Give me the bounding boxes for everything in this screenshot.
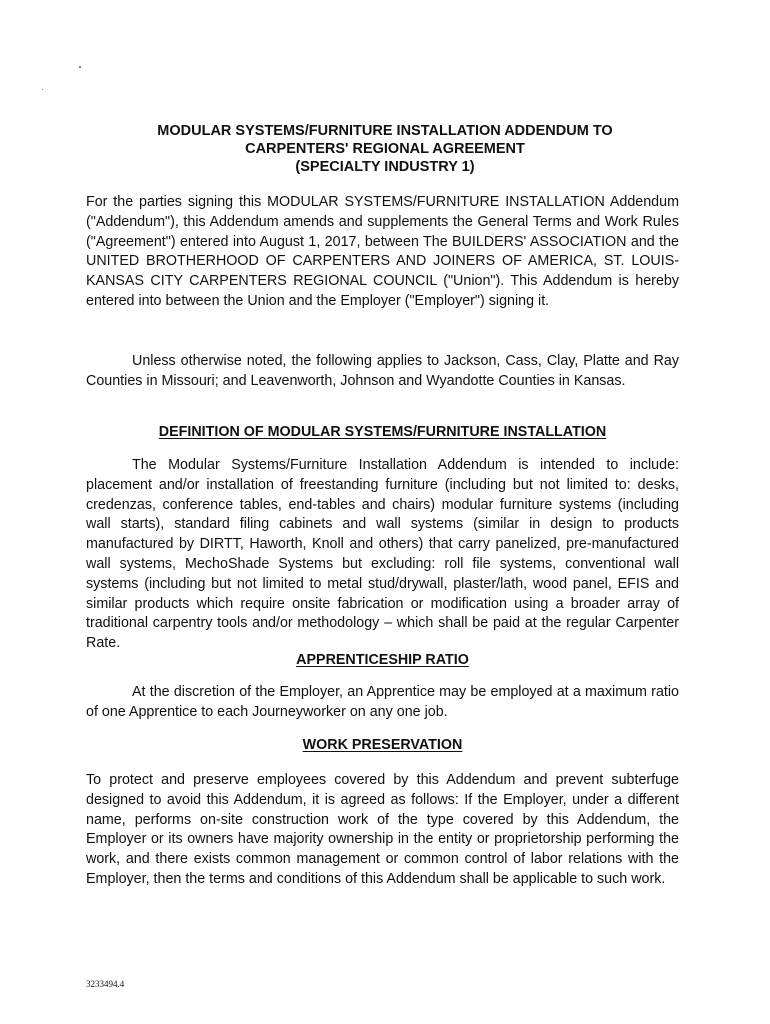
title-line-2: CARPENTERS' REGIONAL AGREEMENT bbox=[245, 141, 525, 157]
scope-paragraph: Unless otherwise noted, the following applies to Jackson, Cass, Clay, Platte and Ray Counties in Missouri; and Leavenworth, Johnson and Wyandotte Counties in Kansas. bbox=[86, 353, 679, 389]
scan-speck bbox=[42, 89, 43, 90]
title-line-1: MODULAR SYSTEMS/FURNITURE INSTALLATION ADDENDUM TO bbox=[157, 123, 613, 139]
definition-body: The Modular Systems/Furniture Installation Addendum is intended to include: placement and/or installation of freestanding furniture (including but not limited to: desks, credenzas, conference tables, end-tables and chairs) modular furniture systems (including wall starts), standard filing cabinets and wall systems (similar in design to products manufactured by DIRTT, Haworth, Knoll and others) that carry panelized, pre-manufactured wall systems, MechoShade Systems but excluding: roll file systems, conventional wall systems (including but not limited to metal stud/drywall, plaster/lath, wood panel, EFIS and similar products which require onsite fabrication or modification using a broader array of traditional carpentry tools and/or methodology – which shall be paid at the regular Carpenter Rate. bbox=[86, 457, 679, 652]
intro-paragraph: For the parties signing this MODULAR SYSTEMS/FURNITURE INSTALLATION Addendum ("Addendum"), this Addendum amends and supplements the General Terms and Work Rules ("Agreement") entered into August 1, 2017, between The BUILDERS' ASSOCIATION and the UNITED BROTHERHOOD OF CARPENTERS AND JOINERS OF AMERICA, ST. LOUIS-KANSAS CITY CARPENTERS REGIONAL COUNCIL ("Union"). This Addendum is hereby entered into between the Union and the Employer ("Employer") signing it. bbox=[86, 194, 679, 309]
title-line-3: (SPECIALTY INDUSTRY 1) bbox=[295, 159, 475, 175]
document-title bbox=[85, 122, 685, 176]
definition-heading: DEFINITION OF MODULAR SYSTEMS/FURNITURE INSTALLATION bbox=[158, 424, 607, 440]
apprenticeship-heading: APPRENTICESHIP RATIO bbox=[296, 652, 469, 668]
work-preservation-heading: WORK PRESERVATION bbox=[302, 737, 463, 753]
scan-speck bbox=[79, 66, 81, 68]
apprenticeship-body: At the discretion of the Employer, an Apprentice may be employed at a maximum ratio of one Apprentice to each Journeyworker on any one job. bbox=[86, 684, 679, 720]
document-id: 3233494.4 bbox=[86, 979, 125, 989]
work-preservation-body: To protect and preserve employees covered by this Addendum and prevent subterfuge designed to avoid this Addendum, it is agreed as follows: If the Employer, under a different name, performs on-site construction work of the type covered by this Addendum, the Employer or its owners have majority ownership in the entity or proprietorship performing the work, and there exists common management or common control of labor relations with the Employer, then the terms and conditions of this Addendum shall be applicable to such work. bbox=[86, 772, 679, 887]
